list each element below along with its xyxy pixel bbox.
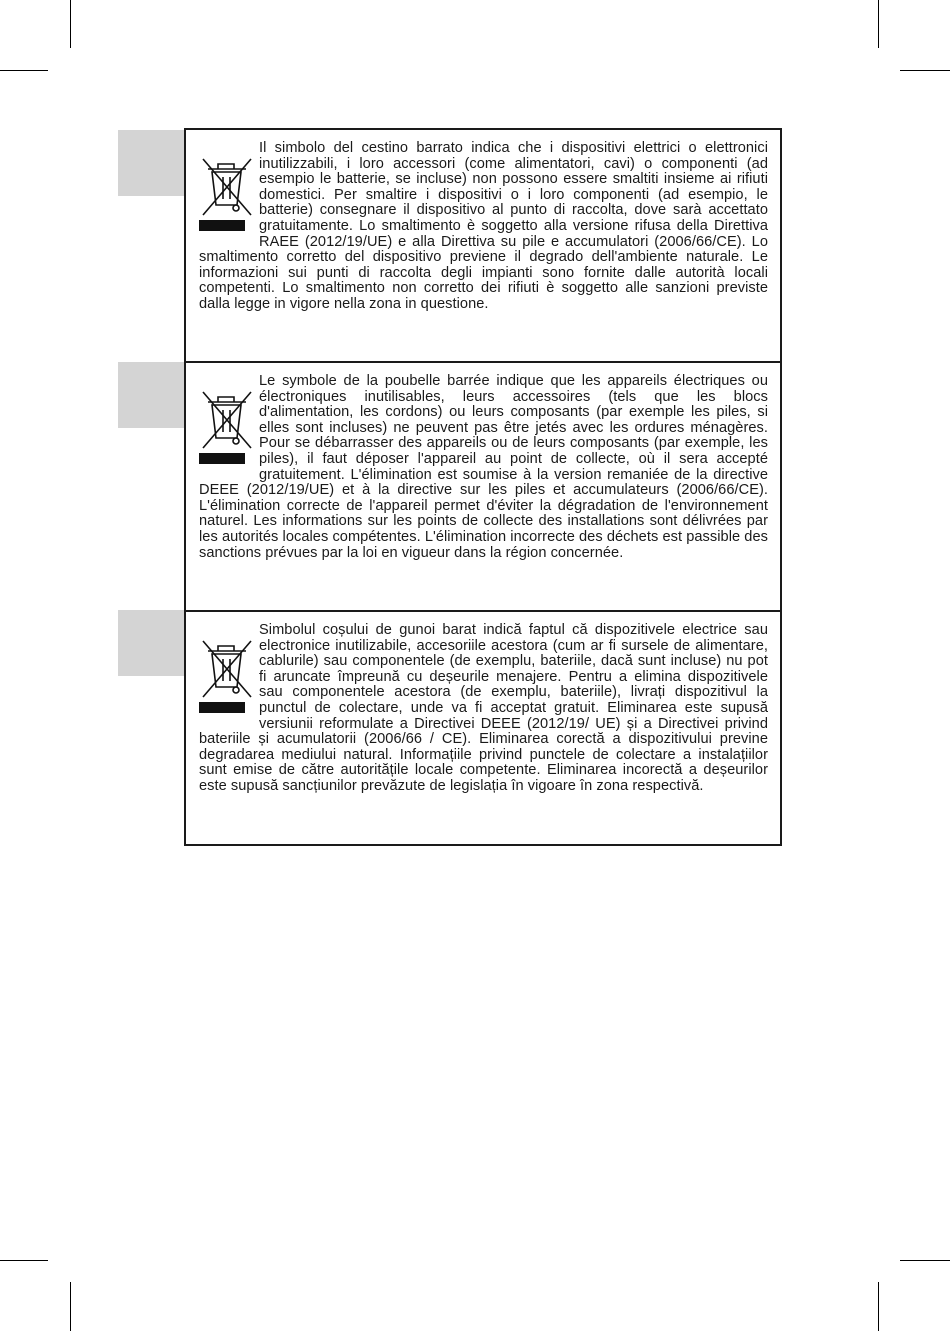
disposal-notice-it: [184, 128, 782, 363]
solid-bar-marker: [199, 453, 245, 464]
disposal-notice-ro: [184, 610, 782, 846]
crossed-out-wheelie-bin-icon: [199, 380, 257, 482]
crossed-out-wheelie-bin-icon: [199, 629, 257, 731]
solid-bar-marker: [199, 220, 245, 231]
disposal-notice-fr: [184, 361, 782, 612]
crop-mark: [70, 0, 71, 48]
disposal-text: Simbolul coșului de gunoi barat indică faptul că dispozitivele electrice sau electronice inutilizabile, accesoriile acestora (cum ar fi sursele de alimentare, cablurile) sau componentele (de exemplu, bateriile, dacă sunt incluse) nu pot fi aruncate împreună cu deșeurile menajere. Pentru a elimina dispozitivele sau componentele acestora (de exemplu, bateriile), livrați dispozitivul la punctul de colectare, unde va fi acceptat gratuit. Eliminarea este supusă versiunii reformulate a Directivei DEEE (2012/19/ UE) și a Directivei privind bateriile și acumulatorii (2006/66 / CE). Eliminarea corectă a dispozitivului previne degradarea mediului natural. Informațiile privind punctele de colectare a instalațiilor sunt emise de către autoritățile locale competente. Eliminarea incorectă a deșeurilor este supusă sancțiunilor prevăzute de legislația în vigoare în zona respectivă.: [199, 622, 768, 794]
disposal-text: Le symbole de la poubelle barrée indique que les appareils électriques ou électroniques inutilisables, leurs accessoires (tels que les blocs d'alimentation, les cordons) ou leurs composants (par exemple les piles, si elles sont incluses) ne peuvent pas être jetés avec les ordures ménagères. Pour se débarrasser des appareils ou de leurs composants (par exemple, les piles), il faut déposer l'appareil au point de collecte, où il sera accepté gratuitement. L'élimination est soumise à la version remaniée de la directive DEEE (2012/19/UE) et à la directive sur les piles et accumulateurs (2006/66/CE). L'élimination correcte de l'appareil permet d'éviter la dégradation de l'environnement naturel. Les informations sur les points de collecte des installations sont délivrées par les autorités locales compétentes. L'élimination incorrecte des déchets est passible des sanctions prévues par la loi en vigueur dans la région concernée.: [199, 373, 768, 561]
language-tab: [118, 610, 184, 676]
crop-mark: [70, 1282, 71, 1331]
crop-mark: [0, 1260, 48, 1261]
disposal-text: Il simbolo del cestino barrato indica che i dispositivi elettrici o elettronici inutilizzabili, i loro accessori (come alimentatori, cavi) o componenti (ad esempio le batterie, se incluse) non possono essere smaltiti insieme ai rifiuti domestici. Per smaltire i dispositivi o i loro componenti (ad esempio, le batterie) consegnare il dispositivo al punto di raccolta, dove sarà accettato gratuitamente. Lo smaltimento è soggetto alla versione rifusa della Direttiva RAEE (2012/19/UE) e alla Direttiva su pile e accumulatori (2006/66/CE). Lo smaltimento corretto del dispositivo previene il degrado dell'ambiente naturale. Le informazioni sui punti di raccolta degli impianti sono fornite dalle autorità locali competenti. Lo smaltimento non corretto dei rifiuti è soggetto alle sanzioni previste dalla legge in vigore nella zona in questione.: [199, 140, 768, 312]
crop-mark: [900, 1260, 950, 1261]
solid-bar-marker: [199, 702, 245, 713]
crop-mark: [900, 70, 950, 71]
crossed-out-wheelie-bin-icon: [199, 147, 257, 249]
language-tab: [118, 362, 184, 428]
crop-mark: [878, 1282, 879, 1331]
language-tab: [118, 130, 184, 196]
crop-mark: [0, 70, 48, 71]
crop-mark: [878, 0, 879, 48]
